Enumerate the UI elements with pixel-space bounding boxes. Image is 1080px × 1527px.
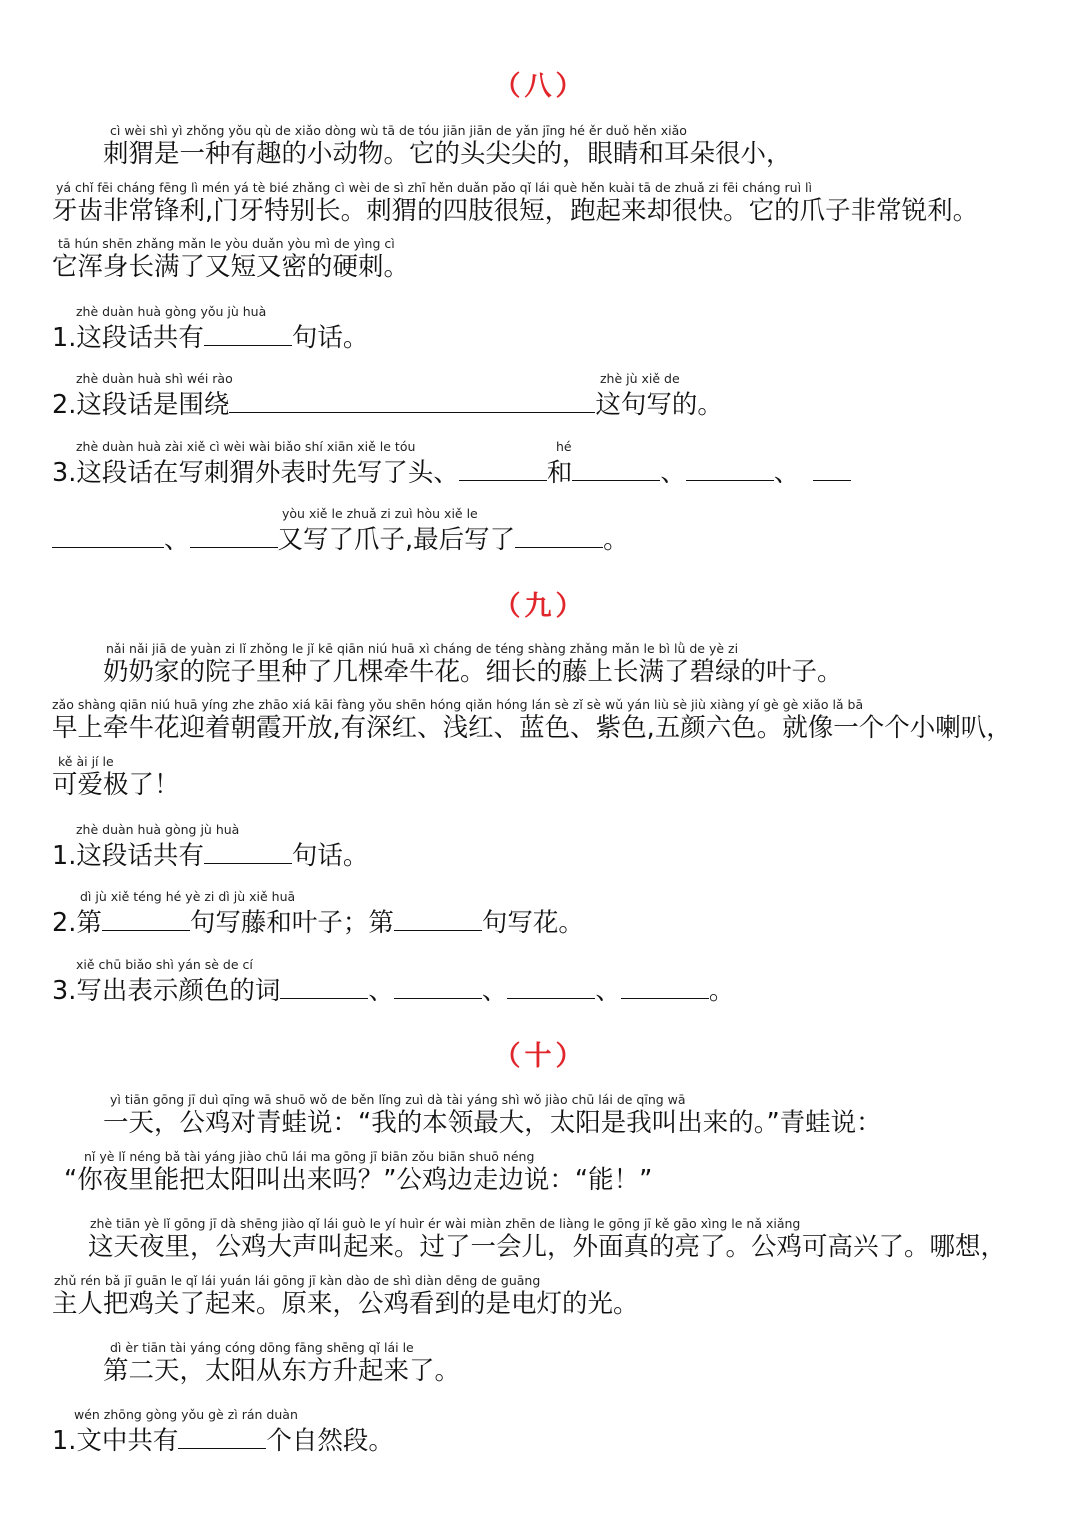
pinyin-line: wén zhōng gòng yǒu gè zì rán duàn [74,1407,298,1422]
answer-blank[interactable] [572,458,660,481]
pinyin-line: zhè tiān yè lǐ gōng jī dà shēng jiào qǐ lái guò le yí huìr ér wài miàn zhēn de liàng le gōng jī kě gāo xìng le nǎ xiǎng [90,1216,801,1231]
pinyin-line: tā hún shēn zhǎng mǎn le yòu duǎn yòu mì de yìng cì [58,236,395,251]
passage-line: 第二天，太阳从东方升起来了。 [103,1356,461,1386]
answer-blank[interactable] [621,976,709,999]
passage-line: 它浑身长满了又短又密的硬刺。 [52,252,410,282]
answer-blank[interactable] [102,908,190,931]
pinyin-line: zhè jù xiě de [600,371,680,386]
pinyin-line: nǐ yè lǐ néng bǎ tài yáng jiào chū lái ma gōng jī biān zǒu biān shuō néng [84,1149,535,1164]
question-3: 3.这段话在写刺猬外表时先写了头、 和 、 、 [52,458,851,487]
question-1: 1.这段话共有 句话。 [52,841,369,871]
answer-blank[interactable] [394,976,482,999]
pinyin-line: kě ài jí le [58,754,114,769]
pinyin-line: zǎo shàng qiān niú huā yíng zhe zhāo xiá kāi fàng yǒu shēn hóng qiǎn hóng lán sè zǐ sè wǔ yán liù sè jiù xiàng yí gè gè xiǎo lǎ bā [52,697,864,712]
section-title-9: （九） [493,591,587,622]
pinyin-line: zhǔ rén bǎ jī guān le qǐ lái yuán lái gōng jī kàn dào de shì diàn dēng de guāng [54,1273,541,1288]
pinyin-line: dì èr tiān tài yáng cóng dōng fāng shēng qǐ lái le [110,1340,414,1355]
passage-line: “你夜里能把太阳叫出来吗？”公鸡边走边说：“能！” [64,1165,653,1195]
pinyin-line: cì wèi shì yì zhǒng yǒu qù de xiǎo dòng wù tā de tóu jiān jiān de yǎn jīng hé ěr duǒ hěn xiǎo [110,123,687,138]
answer-blank[interactable] [190,525,278,548]
pinyin-line: hé [556,439,572,454]
pinyin-line: yá chǐ fēi cháng fēng lì mén yá tè bié zhǎng cì wèi de sì zhī hěn duǎn pǎo qǐ lái què hěn kuài tā de zhuǎ zi fēi cháng ruì lì [56,180,812,195]
answer-blank[interactable] [229,390,595,413]
pinyin-line: xiě chū biǎo shì yán sè de cí [76,957,253,972]
section-title-8: （八） [493,71,587,102]
section-title-10: （十） [493,1041,587,1072]
answer-blank[interactable] [204,323,292,346]
passage-line: 这天夜里，公鸡大声叫起来。过了一会儿，外面真的亮了。公鸡可高兴了。哪想， [88,1232,1007,1262]
answer-blank[interactable] [686,458,774,481]
pinyin-line: yì tiān gōng jī duì qīng wā shuō wǒ de běn lǐng zuì dà tài yáng shì wǒ jiào chū lái de qīng wā [110,1092,686,1107]
pinyin-line: dì jù xiě téng hé yè zi dì jù xiě huā [80,889,296,904]
pinyin-line: nǎi nǎi jiā de yuàn zi lǐ zhǒng le jǐ kē qiān niú huā xì cháng de téng shàng zhǎng mǎn le bì lǜ de yè zi [106,641,739,656]
question-1: 1.这段话共有 句话。 [52,323,369,353]
pinyin-line: zhè duàn huà zài xiě cì wèi wài biǎo shí xiān xiě le tóu [76,439,416,454]
answer-blank[interactable] [394,908,482,931]
passage-line: 一天，公鸡对青蛙说：“我的本领最大，太阳是我叫出来的。”青蛙说： [103,1108,882,1138]
passage-line: 刺猬是一种有趣的小动物。它的头尖尖的，眼睛和耳朵很小， [103,139,792,169]
passage-line: 牙齿非常锋利,门牙特别长。刺猬的四肢很短，跑起来却很快。它的爪子非常锐利。 [52,196,979,226]
question-3-continued: 、 又写了爪子,最后写了 。 [52,525,629,554]
question-3: 3.写出表示颜色的词 、 、 、 。 [52,976,735,1006]
pinyin-line: zhè duàn huà shì wéi rào [76,371,233,386]
pinyin-line: zhè duàn huà gòng jù huà [76,822,240,837]
passage-line: 主人把鸡关了起来。原来，公鸡看到的是电灯的光。 [52,1289,639,1319]
pinyin-line: zhè duàn huà gòng yǒu jù huà [76,304,267,319]
question-2: 2.第 句写藤和叶子；第 句写花。 [52,908,584,938]
passage-line: 可爱极了！ [52,770,180,800]
passage-line: 奶奶家的院子里种了几棵牵牛花。细长的藤上长满了碧绿的叶子。 [103,657,843,687]
answer-blank[interactable] [813,458,851,481]
answer-blank[interactable] [515,525,603,548]
question-1: 1.文中共有 个自然段。 [52,1426,394,1456]
question-2: 2.这段话是围绕 这句写的。 [52,390,723,420]
answer-blank[interactable] [507,976,595,999]
pinyin-line: yòu xiě le zhuǎ zi zuì hòu xiě le [282,506,478,521]
answer-blank[interactable] [178,1426,266,1449]
answer-blank[interactable] [459,458,547,481]
answer-blank[interactable] [280,976,368,999]
answer-blank[interactable] [52,525,164,548]
answer-blank[interactable] [204,841,292,864]
passage-line: 早上牵牛花迎着朝霞开放,有深红、浅红、蓝色、紫色,五颜六色。就像一个个小喇叭， [52,713,1012,743]
